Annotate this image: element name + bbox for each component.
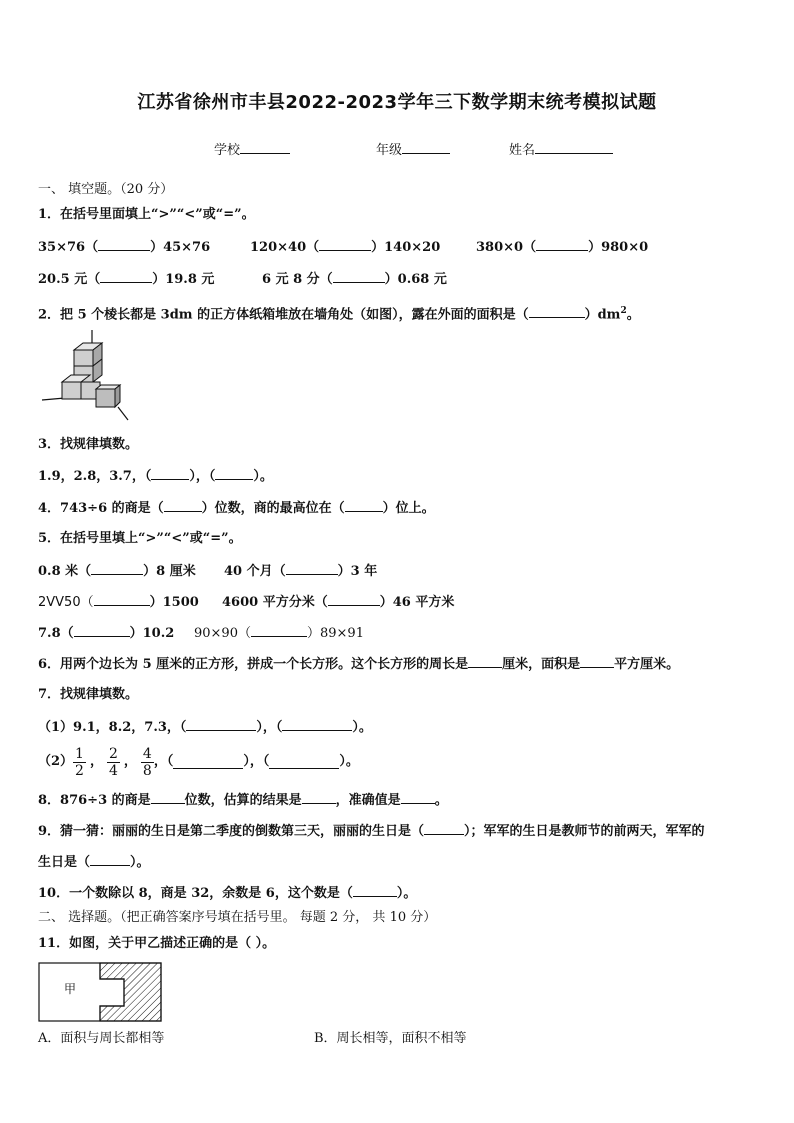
school-field	[214, 141, 290, 160]
q7-blank-4[interactable]	[269, 756, 339, 769]
q9-part-c: 生日是（	[38, 855, 91, 870]
q7-fraction-2-denominator: 4	[108, 762, 118, 779]
q3-stem: 3．找规律填数。	[38, 437, 139, 452]
q10-blank[interactable]	[353, 884, 397, 897]
q1-item-2	[250, 238, 440, 257]
q7-fraction-3-denominator: 8	[142, 762, 152, 779]
q4-part-b: ）位数，商的最高位在（	[201, 501, 345, 516]
q9-line-2	[38, 853, 150, 872]
q2-text	[38, 302, 640, 324]
q5-stem: 5．在括号里填上“>”“<”或“=”。	[38, 531, 242, 546]
q1-item-3	[476, 238, 648, 257]
q8-blank-2[interactable]	[302, 791, 336, 804]
grade-blank[interactable]	[402, 141, 450, 154]
q1-item-4	[38, 270, 214, 289]
q8-blank-1[interactable]	[151, 791, 185, 804]
q6-blank-1[interactable]	[468, 655, 502, 668]
q1-blank-2[interactable]	[319, 238, 371, 251]
q8-part-c: ，准确值是	[335, 793, 401, 808]
q5-blank-2[interactable]	[286, 562, 338, 575]
q8-part-a: 8．876÷3 的商是	[38, 793, 151, 808]
q7-row-1-sep: ），（	[256, 720, 283, 735]
q1-item-5-right: ）0.68 元	[384, 272, 447, 287]
q7-fraction-3	[141, 746, 154, 779]
q9-line-1	[38, 822, 705, 841]
q5-blank-3[interactable]	[94, 593, 150, 606]
q7-blank-2[interactable]	[282, 718, 352, 731]
q8-text	[38, 791, 448, 810]
q1-item-3-right: ）980×0	[588, 240, 649, 255]
q2-unit: ）dm	[584, 307, 621, 323]
q11-option-b[interactable]: B．周长相等，面积不相等	[314, 1031, 467, 1046]
q7-stem: 7．找规律填数。	[38, 687, 139, 702]
q7-row-1-end: ）。	[352, 720, 372, 735]
q3-end: ）。	[253, 469, 273, 484]
q7-fraction-1-denominator: 2	[75, 762, 84, 779]
q3-seq-text: 1.9，2.8，3.7，（	[38, 469, 152, 484]
name-label: 姓名	[509, 143, 536, 158]
q6-text	[38, 655, 679, 674]
q9-part-d: ）。	[130, 855, 150, 870]
q7-sep-1: ，	[89, 754, 103, 769]
q6-part-a: 6．用两个边长为 5 厘米的正方形，拼成一个长方形。这个长方形的周长是	[38, 657, 469, 672]
q7-blank-1[interactable]	[186, 718, 256, 731]
q7-row-2	[38, 744, 359, 780]
q5-item-2	[224, 562, 377, 581]
q2-blank[interactable]	[529, 305, 585, 318]
q2-stem: 2．把 5 个棱长都是 3dm 的正方体纸箱堆放在墙角处（如图），露在外面的面积是（	[38, 307, 529, 323]
q6-blank-2[interactable]	[580, 655, 614, 668]
q5-item-5	[38, 624, 174, 643]
q7-row-1	[38, 718, 372, 737]
grade-label: 年级	[376, 143, 403, 158]
q1-item-4-right: ）19.8 元	[152, 272, 215, 287]
q5-item-1-left: 0.8 米（	[38, 564, 92, 579]
page-title: 江苏省徐州市丰县2022-2023学年三下数学期末统考模拟试题	[137, 92, 657, 113]
q9-part-a: 9．猜一猜：丽丽的生日是第二季度的倒数第三天，丽丽的生日是（	[38, 824, 425, 839]
q1-item-2-left: 120×40（	[250, 240, 320, 255]
q7-fraction-1-numerator: 1	[75, 745, 84, 762]
q5-item-5-right: ）10.2	[129, 626, 175, 641]
q2-cube-figure	[40, 330, 130, 425]
q7-row-2-label: （2）	[38, 754, 74, 769]
q9-blank-1[interactable]	[424, 822, 464, 835]
q7-fraction-3-numerator: 4	[142, 745, 152, 762]
q5-blank-6[interactable]	[251, 624, 307, 637]
q4-text	[38, 499, 435, 518]
q4-blank-1[interactable]	[164, 499, 202, 512]
q1-stem: 1．在括号里面填上“>”“<”或“=”。	[38, 207, 255, 222]
q1-item-1-right: ）45×76	[150, 240, 211, 255]
q6-part-b: 厘米，面积是	[502, 657, 581, 672]
q5-blank-4[interactable]	[328, 593, 380, 606]
q11-stem: 11．如图，关于甲乙描述正确的是（ ）。	[38, 936, 276, 951]
q9-part-b: ）；军军的生日是教师节的前两天，军军的	[464, 824, 705, 839]
q5-item-2-right: ）3 年	[337, 564, 378, 579]
q4-part-a: 4．743÷6 的商是（	[38, 501, 164, 516]
q5-item-3	[38, 593, 199, 612]
q7-row-2-open: ，（	[153, 754, 174, 769]
q1-item-4-left: 20.5 元（	[38, 272, 101, 287]
name-blank[interactable]	[535, 141, 613, 154]
q3-sequence	[38, 467, 273, 486]
q5-item-5-left: 7.8（	[38, 626, 74, 641]
q6-part-c: 平方厘米。	[614, 657, 680, 672]
q5-item-6-right: ）89×91	[306, 626, 364, 641]
q5-blank-1[interactable]	[91, 562, 143, 575]
q1-item-1-left: 35×76（	[38, 240, 99, 255]
q7-fraction-1	[73, 746, 86, 779]
q5-item-3-left: 2VV50（	[38, 595, 94, 610]
q8-part-b: 位数，估算的结果是	[184, 793, 302, 808]
q11-figure	[38, 962, 164, 1022]
q7-row-2-end: ）。	[339, 754, 359, 769]
section-1-heading: 一、 填空题。（20 分）	[38, 182, 174, 197]
q10-part-b: ）。	[396, 886, 417, 901]
q1-item-3-left: 380×0（	[476, 240, 537, 255]
section-2-heading: 二、 选择题。（把正确答案序号填在括号里。 每题 2 分， 共 10 分）	[38, 910, 437, 925]
q7-row-1-text: （1）9.1，8.2，7.3，（	[38, 720, 187, 735]
q1-item-5-left: 6 元 8 分（	[262, 272, 333, 287]
q5-item-1-right: ）8 厘米	[143, 564, 196, 579]
q10-part-a: 10．一个数除以 8，商是 32，余数是 6，这个数是（	[38, 886, 353, 901]
q5-item-6-left: 90×90（	[194, 626, 251, 641]
q4-blank-2[interactable]	[345, 499, 383, 512]
q4-part-c: ）位上。	[382, 501, 435, 516]
q5-item-4-right: ）46 平方米	[379, 595, 455, 610]
name-field	[509, 141, 613, 160]
grade-field	[376, 141, 450, 160]
q5-item-4-left: 4600 平方分米（	[222, 595, 328, 610]
q5-item-2-left: 40 个月（	[224, 564, 286, 579]
q8-blank-3[interactable]	[401, 791, 435, 804]
q7-fraction-2-numerator: 2	[108, 745, 118, 762]
q1-blank-4[interactable]	[100, 270, 152, 283]
q1-blank-1[interactable]	[98, 238, 150, 251]
q1-item-5	[262, 270, 447, 289]
q8-part-d: 。	[434, 793, 448, 808]
q7-fraction-2	[107, 746, 120, 779]
q3-separator: ），（	[189, 469, 216, 484]
q3-blank-2[interactable]	[215, 467, 253, 480]
q7-sep-2: ，	[123, 754, 137, 769]
q11-option-a[interactable]: A．面积与周长都相等	[38, 1031, 165, 1046]
q7-row-2-sep: ），（	[243, 754, 270, 769]
q10-text	[38, 884, 416, 903]
school-blank[interactable]	[240, 141, 290, 154]
q1-blank-5[interactable]	[333, 270, 385, 283]
q7-blank-3[interactable]	[173, 756, 243, 769]
school-label: 学校	[214, 143, 241, 158]
q5-item-1	[38, 562, 196, 581]
q1-item-1	[38, 238, 210, 257]
q11-figure-label: 甲	[64, 982, 77, 996]
q1-blank-3[interactable]	[536, 238, 588, 251]
q1-item-2-right: ）140×20	[371, 240, 441, 255]
q5-item-3-right: ）1500	[149, 595, 199, 610]
q5-item-4	[222, 593, 454, 612]
q9-blank-2[interactable]	[90, 853, 130, 866]
q2-unit-exponent: 2	[620, 306, 627, 316]
q3-blank-1[interactable]	[151, 467, 189, 480]
q5-item-6	[194, 624, 364, 643]
q2-end: 。	[626, 307, 640, 323]
q5-blank-5[interactable]	[74, 624, 130, 637]
